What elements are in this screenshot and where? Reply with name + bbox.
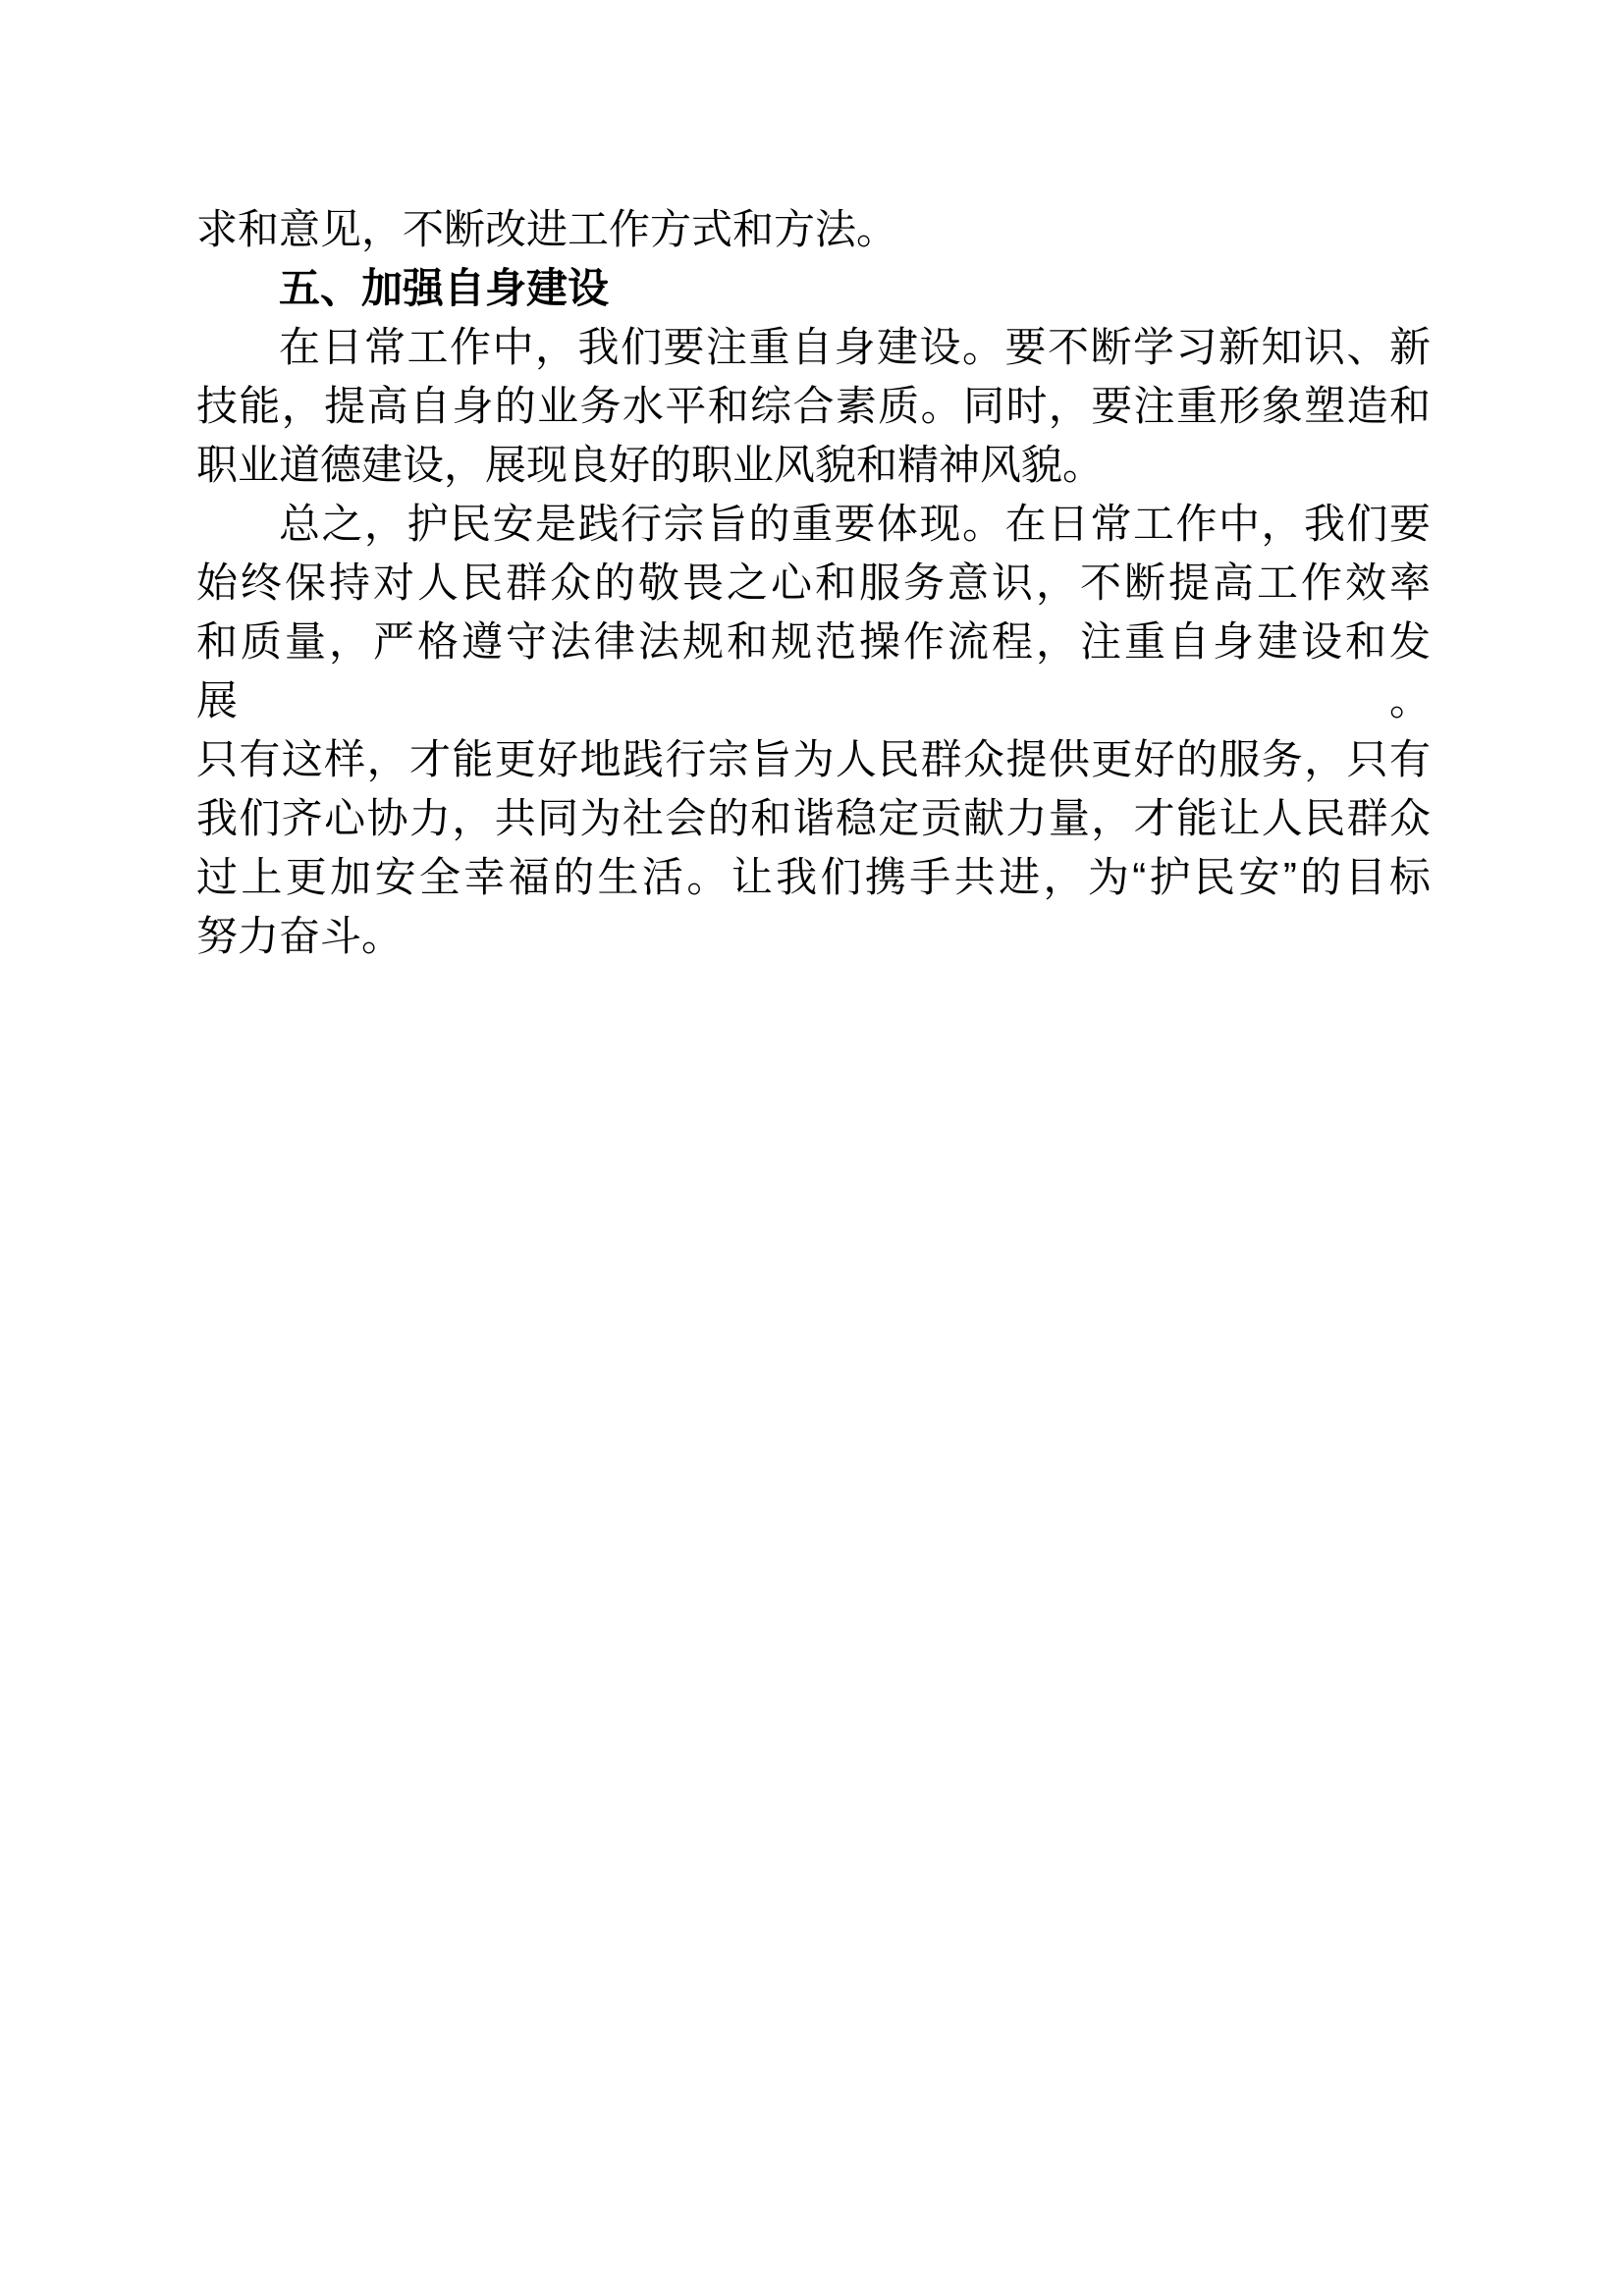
text-line: 只有这样，才能更好地践行宗旨为人民群众提供更好的服务，只有 [196,736,1431,782]
text-line: 技能，提高自身的业务水平和综合素质。同时，要注重形象塑造和 [196,383,1431,429]
heading-line: 五、加强自身建设 [279,265,610,311]
text-line: 在日常工作中，我们要注重自身建设。要不断学习新知识、新 [279,324,1431,370]
text-line: 努力奋斗。 [196,913,404,959]
text-line: 过上更加安全幸福的生活。让我们携手共进，为“护民安”的目标 [196,854,1431,900]
document-text-block [196,200,1431,966]
text-line: 我们齐心协力，共同为社会的和谐稳定贡献力量，才能让人民群众 [196,795,1431,841]
text-line: 求和意见，不断改进工作方式和方法。 [196,206,898,252]
text-line: 职业道德建设，展现良好的职业风貌和精神风貌。 [196,442,1105,488]
text-line: 始终保持对人民群众的敬畏之心和服务意识，不断提高工作效率 [196,560,1431,606]
text-line: 总之，护民安是践行宗旨的重要体现。在日常工作中，我们要 [279,501,1431,547]
text-line: 和质量，严格遵守法律法规和规范操作流程，注重自身建设和发展。 [196,618,1431,723]
